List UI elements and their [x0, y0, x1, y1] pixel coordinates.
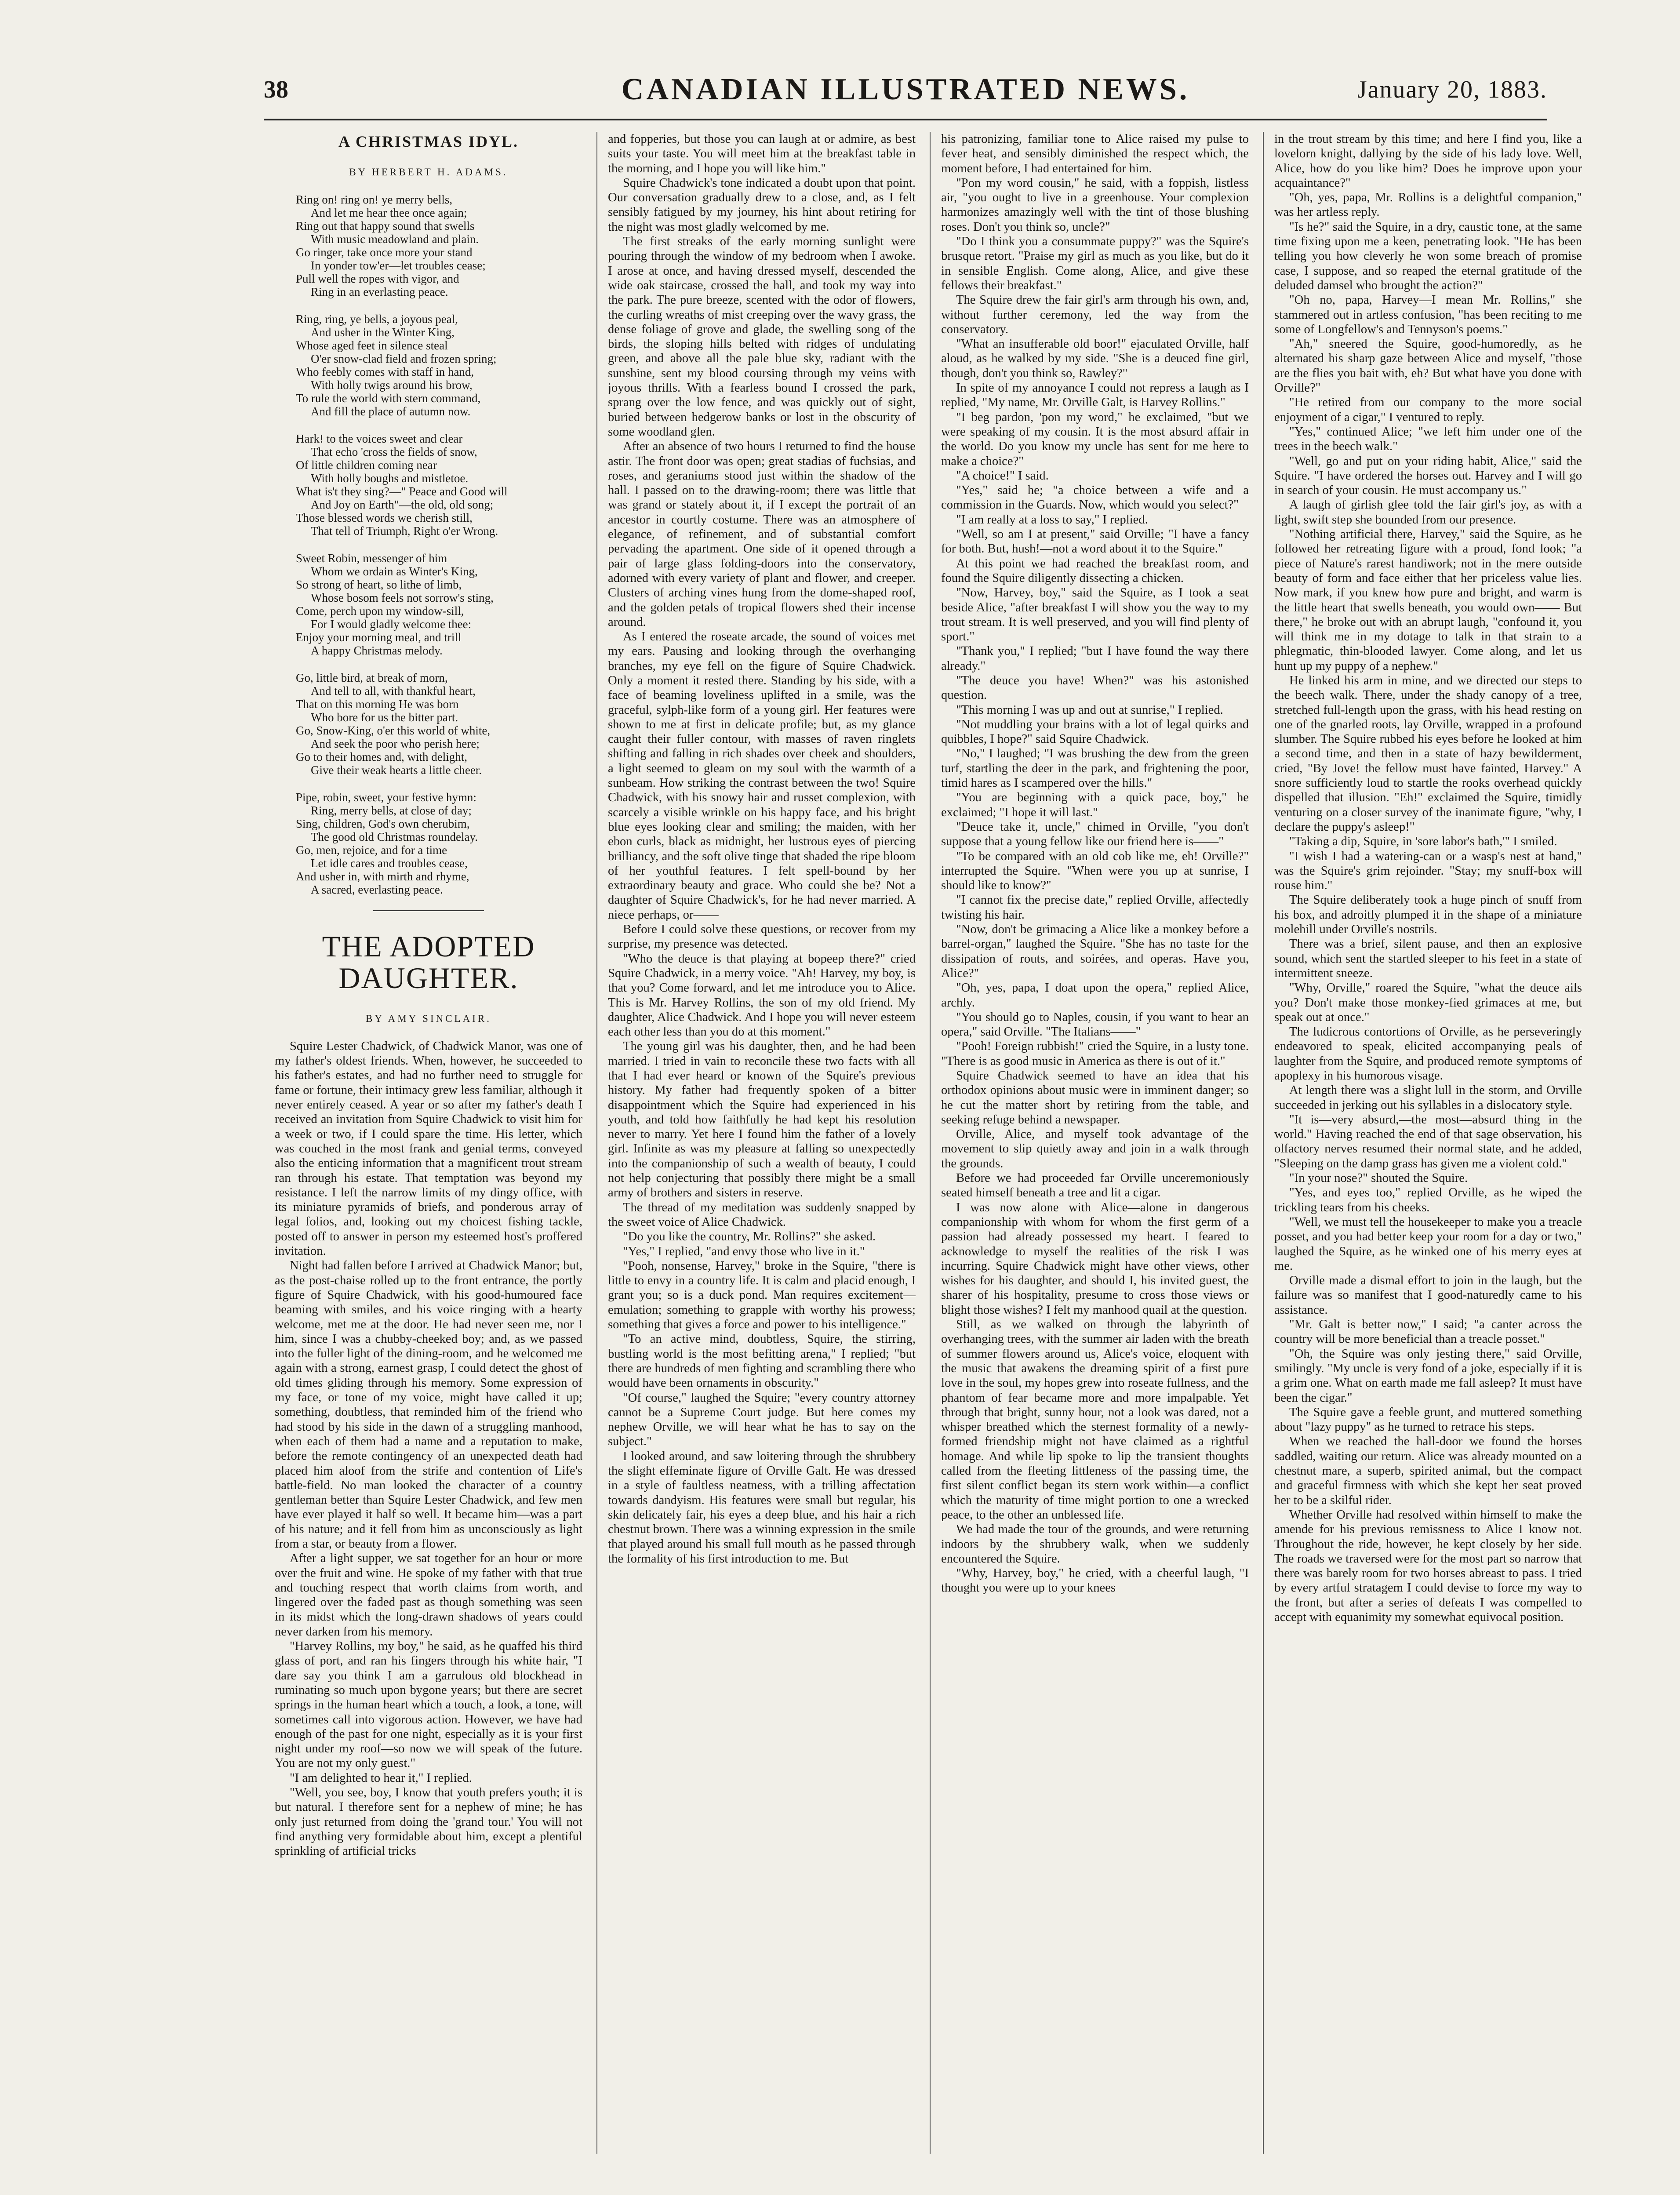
story-paragraph: "He retired from our company to the more social enjoyment of a cigar," I ventured to reply. [1274, 396, 1582, 424]
story-paragraph: The Squire gave a feeble grunt, and muttered something about "lazy puppy" as he turned to retrace his steps. [1274, 1405, 1582, 1434]
story-paragraph: At length there was a slight lull in the storm, and Orville succeeded in jerking out his syllables in a dislocatory style. [1274, 1083, 1582, 1112]
poem-stanza [296, 432, 582, 538]
poem-line: Whose aged feet in silence steal [296, 338, 448, 352]
story-paragraph: "Thank you," I replied; "but I have found the way there already." [941, 644, 1249, 673]
story-byline: BY AMY SINCLAIR. [366, 1013, 491, 1024]
story-paragraph: "You are beginning with a quick pace, boy," he exclaimed; "I hope it will last." [941, 791, 1249, 819]
poem-line: With holly twigs around his brow, [311, 378, 473, 392]
poem-line: Pipe, robin, sweet, your festive hymn: [296, 790, 476, 804]
poem-line: A sacred, everlasting peace. [311, 883, 443, 896]
story-paragraph: We had made the tour of the grounds, and were returning indoors by the shrubbery walk, when we suddenly encountered the Squire. [941, 1523, 1249, 1566]
story-paragraph: "In your nose?" shouted the Squire. [1289, 1171, 1468, 1185]
poem-byline: BY HERBERT H. ADAMS. [349, 167, 508, 178]
story-paragraph: "I am really at a loss to say," I replied. [956, 512, 1148, 527]
poem-line: That on this morning He was born [296, 697, 459, 711]
section-divider [373, 910, 484, 911]
story-paragraph: "Not muddling your brains with a lot of legal quirks and quibbles, I hope?" said Squire Chadwick. [941, 717, 1249, 746]
story-paragraph: "It is—very absurd,—the most—absurd thing in the world." Having reached the end of that sage observation, his olfactory nerves resumed their normal state, and he added, "Sleeping on the damp grass has given me a violent cold." [1274, 1112, 1582, 1170]
story-paragraph: "To an active mind, doubtless, Squire, the stirring, bustling world is the most befitting arena," I replied; "but there are hundreds of men fighting and scrambling there who would have been ornaments in obscurity." [608, 1332, 916, 1390]
story-paragraph: After an absence of two hours I returned to find the house astir. The front door was open; great stadias of fuchsias, and roses, and geraniums stood just within the shadow of the hall. I passed on to the drawing-room; there was little that was grand or stately about it, if I except the portrait of an ancestor in courtly costume. There was an atmosphere of elegance, of refinement, and of substantial comfort pervading the apartment. One side of it opened through a pair of large glass folding-doors into the conservatory, adorned with every variety of plant and flower, and creeper. Clusters of arching vines hung from the dome-shaped roof, and the golden petals of tropical flowers shed their incense around. [608, 440, 916, 629]
story-paragraph: in the trout stream by this time; and here I find you, like a lovelorn knight, dallying by the side of his lady love. Well, Alice, how do you like him? Does he improve upon your acquaintance?" [1274, 132, 1582, 190]
story-paragraph: "Now, Harvey, boy," said the Squire, as I took a seat beside Alice, "after breakfast I will show you the way to my trout stream. It is well preserved, and you will find plenty of sport." [941, 586, 1249, 644]
column-3 [941, 132, 1249, 2162]
story-paragraph: "Nothing artificial there, Harvey," said the Squire, as he followed her retreating figure with a proud, fond look; "a piece of Nature's rarest handiwork; not in the mere outside beauty of form and face either that her priceless value lies. Now mark, if you knew how pure and bright, and warm is the little heart that swells beneath, you would own—— But there," he broke out with an abrupt laugh, "confound it, you will think me in my dotage to talk in that strain to a phlegmatic, thin-blooded lawyer. Come along, and let us hunt up my puppy of a nephew." [1274, 527, 1582, 673]
story-paragraph: "Why, Orville," roared the Squire, "what the deuce ails you? Don't make those monkey-fied grimaces at me, but speak out at once." [1274, 981, 1582, 1024]
story-paragraph: The thread of my meditation was suddenly snapped by the sweet voice of Alice Chadwick. [608, 1200, 916, 1229]
story-paragraph: "This morning I was up and out at sunrise," I replied. [956, 703, 1223, 717]
poem-line: Go to their homes and, with delight, [296, 750, 467, 763]
story-paragraph: As I entered the roseate arcade, the sound of voices met my ears. Pausing and looking through the overhanging branches, my eye fell on the figure of Squire Chadwick. Only a moment it rested there. Standing by his side, with a face of beaming loveliness uplifted in a smile, was the graceful, sylph-like form of a young girl. Her features were shown to me at first in delicate profile; but, as my glance caught their fuller contour, with masses of raven ringlets shifting and falling in rich shades over cheek and shoulders, a light seemed to gleam on my soul with the warmth of a sunbeam. How striking the contrast between the two! Squire Chadwick, with his snowy hair and russet complexion, with scarcely a visible wrinkle on his happy face, and his bright blue eyes looking clear and smiling; the maiden, with her ebon curls, black as midnight, her lustrous eyes of piercing brilliancy, and the soft olive tinge that shaded the ripe bloom of her youthful features. I felt spell-bound by her extraordinary beauty and grace. Who could she be? Not a daughter of Squire Chadwick's, for he had never married. A niece perhaps, or—— [608, 630, 916, 922]
poem-line: Whom we ordain as Winter's King, [311, 564, 478, 578]
poem-line: And usher in, with mirth and rhyme, [296, 869, 469, 883]
story-paragraph: "Taking a dip, Squire, in 'sore labor's bath,'" I smiled. [1289, 835, 1557, 849]
story-paragraph: "Now, don't be grimacing a Alice like a monkey before a barrel-organ," laughed the Squire. "She has no taste for the dissipation of routs, and soirées, and operas. Have you, Alice?" [941, 923, 1249, 980]
poem-line: And seek the poor who perish here; [311, 737, 480, 750]
poem-line: That echo 'cross the fields of snow, [311, 445, 477, 458]
story-paragraph: "Well, you see, boy, I know that youth prefers youth; it is but natural. I therefore sent for a nephew of mine; he has only just returned from doing the 'grand tour.' You will not find anything very formidable about him, except a plentiful sprinkling of artificial tricks [275, 1786, 582, 1858]
story-paragraph: At this point we had reached the breakfast room, and found the Squire diligently dissecting a chicken. [941, 556, 1249, 585]
masthead [264, 66, 1547, 120]
poem-line: Whose bosom feels not sorrow's sting, [311, 591, 494, 604]
story-paragraph: "The deuce you have! When?" was his astonished question. [941, 673, 1249, 702]
poem-line: Who feebly comes with staff in hand, [296, 365, 474, 378]
story-paragraph: "Yes," said he; "a choice between a wife and a commission in the Guards. Now, which would you select?" [941, 483, 1249, 512]
story-paragraph: "Yes," continued Alice; "we left him under one of the trees in the beech walk." [1274, 425, 1582, 454]
poem-line: Sweet Robin, messenger of him [296, 551, 447, 565]
story-paragraph: "Pon my word cousin," he said, with a foppish, listless air, "you ought to live in a greenhouse. Your complexion harmonizes amazingly well with the tint of those blushing roses. Don't you think so, uncle?" [941, 176, 1249, 234]
story-paragraph: Still, as we walked on through the labyrinth of overhanging trees, with the summer air laden with the breath of summer flowers around us, Alice's voice, eloquent with the music that awakens the dreaming spirit of a first pure love in the soul, my hopes grew into roseate fullness, and the phantom of fear became more and more impalpable. Yet through that bright, sunny hour, not a look was dared, not a whisper breathed which the sternest formality of a newly-formed friendship might not have claimed as a rightful homage. And while lip spoke to lip the transient thoughts called from the fleeting littleness of the passing time, the first silent conflict began its stern work within—a conflict which the maturity of time might portion to one a wrecked peace, to the other an unblessed life. [941, 1318, 1249, 1522]
poem-line: What is't they sing?—" Peace and Good will [296, 484, 508, 498]
story-paragraph: "Who the deuce is that playing at bopeep there?" cried Squire Chadwick, in a merry voice. "Ah! Harvey, my boy, is that you? Come forward, and let me introduce you to Alice. This is Mr. Harvey Rollins, the son of my old friend. My daughter, Alice Chadwick. And I hope you will never esteem each other less than you do at this moment." [608, 952, 916, 1039]
poem-line: And let me hear thee once again; [311, 206, 467, 219]
story-paragraph: Night had fallen before I arrived at Chadwick Manor; but, as the post-chaise rolled up to the front entrance, the portly figure of Squire Chadwick, with his good-humoured face beaming with smiles, and his voice ringing with a hearty welcome, met me at the door. He had never seen me, nor I him, since I was a chubby-cheeked boy; and, as we passed into the fuller light of the dining-room, and he welcomed me again with a strong, earnest grasp, I could detect the ghost of old times gliding through his memory. Some expression of my face, or tone of my voice, might have called it up; something, doubtless, that reminded him of the friend who had stood by his side in the dawn of a struggling manhood, when each of them had a name and a reputation to make, before the remote contingency of an unexpected death had placed him aloof from the strife and contention of Life's battle-field. No man looked the character of a country gentleman better than Squire Lester Chadwick, and few men have ever played it half so well. It became him—was a part of his nature; and it fell from him as unconsciously as light from a star, or beauty from a flower. [275, 1259, 582, 1551]
story-title: THE ADOPTED DAUGHTER. [322, 929, 535, 995]
story-paragraph: "No," I laughed; "I was brushing the dew from the green turf, startling the deer in the park, and frightening the poor, timid hares as I scampered over the hills." [941, 747, 1249, 790]
story-paragraph: Squire Chadwick's tone indicated a doubt upon that point. Our conversation gradually drew to a close, and, as I felt sensibly fatigued by my journey, his hint about retiring for the night was most gladly welcomed by me. [608, 176, 916, 234]
poem-line: Those blessed words we cherish still, [296, 511, 473, 524]
story-paragraph: "What an insufferable old boor!" ejaculated Orville, half aloud, as he walked by my side. "She is a deuced fine girl, though, don't you think so, Rawley?" [941, 337, 1249, 380]
story-paragraph: In spite of my annoyance I could not repress a laugh as I replied, "My name, Mr. Orville Galt, is Harvey Rollins." [941, 381, 1249, 410]
poem-stanza [296, 193, 582, 298]
story-paragraph: "Well, so am I at present," said Orville; "I have a fancy for both. But, hush!—not a word about it to the Squire." [941, 527, 1249, 556]
story-paragraph: "Is he?" said the Squire, in a dry, caustic tone, at the same time fixing upon me a keen, penetrating look. "He has been telling you how cleverly he won some breach of promise case, I suppose, and so reaped the eternal gratitude of the deluded damsel who brought the action?" [1274, 220, 1582, 292]
poem-line: Go, Snow-King, o'er this world of white, [296, 723, 491, 737]
column-rule [930, 132, 931, 2154]
poem-line: To rule the world with stern command, [296, 391, 481, 405]
poem-line: Ring in an everlasting peace. [311, 285, 448, 298]
poem-stanza [296, 671, 582, 777]
column-rule [1263, 132, 1264, 2154]
story-paragraph: "Oh, yes, papa, Mr. Rollins is a delightful companion," was her artless reply. [1274, 191, 1582, 219]
column-4 [1274, 132, 1582, 2162]
story-paragraph: "Yes," I replied, "and envy those who live in it." [623, 1244, 865, 1258]
story-paragraph: "I beg pardon, 'pon my word," he exclaimed, "but we were speaking of my cousin. It is the most absurd affair in the world. Do you know my uncle has sent for me here to make a choice?" [941, 410, 1249, 468]
story-paragraph: When we reached the hall-door we found the horses saddled, waiting our return. Alice was already mounted on a chestnut mare, a superb, spirited animal, but the compact and graceful firmness with which she kept her seat proved her to be a skilful rider. [1274, 1435, 1582, 1507]
story-paragraph: Squire Chadwick seemed to have an idea that his orthodox opinions about music were in imminent danger; so he cut the matter short by retiring from the table, and seeking refuge behind a newspaper. [941, 1069, 1249, 1127]
poem-line: The good old Christmas roundelay. [311, 830, 478, 843]
story-paragraph: The Squire deliberately took a huge pinch of snuff from his box, and adroitly plumped it in the shape of a miniature molehill under Orville's nostrils. [1274, 893, 1582, 937]
story-paragraph: After a light supper, we sat together for an hour or more over the fruit and wine. He spoke of my father with that true and touching respect that worth claims from worth, and lingered over the faded past as though something was seen in its midst which the long-drawn shadows of years could never darken from his memory. [275, 1552, 582, 1639]
story-paragraph: I looked around, and saw loitering through the shrubbery the slight effeminate figure of Orville Galt. He was dressed in a style of faultless neatness, with a trilling affectation towards dandyism. His features were small but regular, his skin delicately fair, his eyes a deep blue, and his hair a rich chestnut brown. There was a winning expression in the smile that played around his small full mouth as he passed through the formality of his first introduction to me. But [608, 1449, 916, 1566]
story-paragraph: I was now alone with Alice—alone in dangerous companionship with whom for whom the first germ of a passion had already possessed my heart. I feared to acknowledge to myself the realities of the risk I was incurring. Squire Chadwick might have other views, other wishes for his daughter, and should I, his invited guest, the sharer of his hospitality, presume to cross those views or blight those wishes? I felt my manhood quail at the question. [941, 1200, 1249, 1317]
poem-title: A CHRISTMAS IDYL. [338, 133, 519, 150]
story-paragraph: Squire Lester Chadwick, of Chadwick Manor, was one of my father's oldest friends. When, however, he succeeded to his father's estates, and had no further need to struggle for fame or fortune, their intimacy grew less familiar, although it never entirely ceased. A year or so after my father's death I received an invitation from Squire Chadwick to visit him for a week or two, if I could spare the time. His letter, which was couched in the most frank and genial terms, conveyed also the enticing information that a magnificent trout stream ran through his estate. That temptation was beyond my resistance. I left the narrow limits of my dingy office, with its miniature pyramids of briefs, and ponderous array of legal folios, and, looking out my choicest fishing tackle, posted off to answer in person my esteemed host's proffered invitation. [275, 1039, 582, 1258]
story-paragraph: "A choice!" I said. [956, 469, 1049, 483]
poem-line: Who bore for us the bitter part. [311, 710, 458, 724]
poem-line: Ring, ring, ye bells, a joyous peal, [296, 312, 458, 326]
story-paragraph: The young girl was his daughter, then, and he had been married. I tried in vain to reconcile these two facts with all that I had ever heard or known of the Squire's previous history. My father had frequently spoken of a bitter disappointment which the Squire had experienced in his youth, and told how faithfully he had kept his resolution never to marry. Yet here I found him the father of a lovely girl. Infinite as was my pleasure at falling so unexpectedly into the companionship of such a wealth of beauty, I could not help conjecturing that possibly there might be a small army of brothers and sisters in reserve. [608, 1039, 916, 1200]
poem-line: So strong of heart, so lithe of limb, [296, 578, 462, 591]
story-paragraph: Before we had proceeded far Orville unceremoniously seated himself beneath a tree and lit a cigar. [941, 1171, 1249, 1200]
story-paragraph: The Squire drew the fair girl's arm through his own, and, without further ceremony, led the way from the conservatory. [941, 293, 1249, 336]
column-rule [596, 132, 597, 2154]
story-paragraph: There was a brief, silent pause, and then an explosive sound, which sent the startled sleeper to his feet in a state of intermittent sneeze. [1274, 937, 1582, 980]
poem-line: And Joy on Earth"—the old, old song; [311, 498, 494, 511]
poem-stanza [296, 313, 582, 418]
story-text-col3 [941, 132, 1249, 1595]
poem-line: And fill the place of autumn now. [311, 404, 471, 418]
story-paragraph: He linked his arm in mine, and we directed our steps to the beech walk. There, under the shady canopy of a tree, stretched full-length upon the grass, with his head resting on one of the gnarled roots, lay Orville, wrapped in a profound slumber. The Squire rubbed his eyes before he looked at him a second time, and then in a state of hazy bewilderment, cried, "By Jove! the fellow must have fainted, Harvey." A snore sufficiently loud to startle the rooks overhead quickly dispelled that illusion. "Eh!" exclaimed the Squire, timidly venturing on a closer survey of the inanimate figure, "why, I declare the puppy's asleep!" [1274, 673, 1582, 834]
story-paragraph: "Harvey Rollins, my boy," he said, as he quaffed his third glass of port, and ran his fingers through his white hair, "I dare say you think I am a garrulous old blockhead in ruminating so much upon bygone years; but there are secret springs in the human heart which a touch, a look, a tone, will sometimes call into vigorous action. However, we have had enough of the past for one night, especially as it is your first night under my roof—so now we will speak of the future. You are not my only guest." [275, 1639, 582, 1770]
story-paragraph: "Oh, yes, papa, I doat upon the opera," replied Alice, archly. [941, 981, 1249, 1010]
column-1 [275, 132, 582, 2162]
story-paragraph: Before I could solve these questions, or recover from my surprise, my presence was detected. [608, 923, 916, 951]
story-paragraph: "Yes, and eyes too," replied Orville, as he wiped the trickling tears from his cheeks. [1274, 1186, 1582, 1214]
poem-line: Ring out that happy sound that swells [296, 219, 475, 233]
story-paragraph: "Oh, the Squire was only jesting there," said Orville, smilingly. "My uncle is very fond of a joke, especially if it is a grim one. What on earth made me fall asleep? It must have been the cigar." [1274, 1347, 1582, 1405]
story-paragraph: "I cannot fix the precise date," replied Orville, affectedly twisting his hair. [941, 893, 1249, 922]
poem-line: Ring, merry bells, at close of day; [311, 803, 472, 817]
poem-body [296, 193, 582, 896]
story-text-col1 [275, 1039, 582, 1859]
story-paragraph: "Well, we must tell the housekeeper to make you a treacle posset, and you had better keep your room for a day or two," laughed the Squire, as he winked one of his merry eyes at me. [1274, 1215, 1582, 1273]
poem-line: That tell of Triumph, Right o'er Wrong. [311, 524, 498, 538]
poem-line: Come, perch upon my window-sill, [296, 604, 464, 618]
story-paragraph: and fopperies, but those you can laugh at or admire, as best suits your taste. You will meet him at the breakfast table in the morning, and I hope you will like him." [608, 132, 916, 175]
poem-line: Go, little bird, at break of morn, [296, 671, 448, 684]
poem-line: Of little children coming near [296, 458, 437, 472]
story-paragraph: "I wish I had a watering-can or a wasp's nest at hand," was the Squire's grim rejoinder. "Stay; my snuff-box will rouse him." [1274, 849, 1582, 893]
story-paragraph: "Pooh! Foreign rubbish!" cried the Squire, in a lusty tone. "There is as good music in America as there is out of it." [941, 1039, 1249, 1068]
story-paragraph: The first streaks of the early morning sunlight were pouring through the window of my bedroom when I awoke. I arose at once, and having dressed myself, descended the wide oak staircase, crossed the hall, and took my way into the park. The pure breeze, scented with the odor of flowers, the curling wreaths of mist creeping over the wavy grass, the dense foliage of grove and glade, the swelling song of the birds, the sloping hills belted with ridges of undulating green, and above all the pale blue sky, radiant with the sunshine, sent my blood coursing through my veins with joyous thrills. With a fearless bound I crossed the park, sprang over the low fence, and was quickly out of sight, buried between hedgerow banks or lost in the obscurity of some woodland glen. [608, 235, 916, 439]
story-paragraph: his patronizing, familiar tone to Alice raised my pulse to fever heat, and sensibly diminished the respect which, the moment before, I had entertained for him. [941, 132, 1249, 175]
story-paragraph: A laugh of girlish glee told the fair girl's joy, as with a light, swift step she bounded from our presence. [1274, 498, 1582, 527]
poem-line: Let idle cares and troubles cease, [311, 856, 468, 870]
story-text-col2 [608, 132, 916, 1566]
story-paragraph: Orville, Alice, and myself took advantage of the movement to slip quietly away and join in a walk through the grounds. [941, 1127, 1249, 1170]
poem-line: With music meadowland and plain. [311, 232, 479, 246]
story-paragraph: "Ah," sneered the Squire, good-humoredly, as he alternated his sharp gaze between Alice and myself, "those are the flies you bait with, eh? But what have you done with Orville?" [1274, 337, 1582, 395]
poem-line: Pull well the ropes with vigor, and [296, 272, 459, 285]
story-paragraph: "Deuce take it, uncle," chimed in Orville, "you don't suppose that a young fellow like our friend here is——" [941, 820, 1249, 849]
story-paragraph: "Why, Harvey, boy," he cried, with a cheerful laugh, "I thought you were up to your knees [941, 1566, 1249, 1595]
story-paragraph: "Of course," laughed the Squire; "every country attorney cannot be a Supreme Court judge. But here comes my nephew Orville, we will hear what he has to say on the subject." [608, 1391, 916, 1449]
story-text-col4 [1274, 132, 1582, 1624]
page-number: 38 [264, 76, 288, 103]
story-paragraph: The ludicrous contortions of Orville, as he perseveringly endeavored to speak, elicited accompanying peals of laughter from the Squire, and produced remote symptoms of apoplexy in his humorous visage. [1274, 1025, 1582, 1083]
poem-line: O'er snow-clad field and frozen spring; [311, 352, 497, 365]
poem-line: Go ringer, take once more your stand [296, 245, 473, 259]
story-paragraph: Whether Orville had resolved within himself to make the amende for his previous remissness to Alice I know not. Throughout the ride, however, he kept closely by her side. The roads we traversed were for the most part so narrow that there was barely room for two horses abreast to pass. I tried by every artful stratagem I could devise to force my way to the front, but after a series of defeats I was compelled to accept with equanimity my somewhat equivocal position. [1274, 1508, 1582, 1624]
issue-date: January 20, 1883. [1357, 76, 1547, 103]
story-paragraph: "Do I think you a consummate puppy?" was the Squire's brusque retort. "Praise my girl as much as you like, but do it in sensible English. Come along, Alice, and give these fellows their breakfast." [941, 235, 1249, 292]
poem-line: A happy Christmas melody. [311, 643, 443, 657]
story-paragraph: "Well, go and put on your riding habit, Alice," said the Squire. "I have ordered the horses out. Harvey and I will go in search of your cousin. He must accompany us." [1274, 454, 1582, 498]
poem-stanza [296, 791, 582, 896]
poem-stanza [296, 552, 582, 657]
poem-line: In yonder tow'er—let troubles cease; [311, 258, 486, 272]
story-paragraph: Orville made a dismal effort to join in the laugh, but the failure was so manifest that I good-naturedly came to his assistance. [1274, 1274, 1582, 1317]
story-paragraph: "Do you like the country, Mr. Rollins?" she asked. [623, 1230, 876, 1244]
story-paragraph: "Oh no, papa, Harvey—I mean Mr. Rollins," she stammered out in artless confusion, "has been reciting to me some of Longfellow's and Tennyson's poems." [1274, 293, 1582, 336]
story-paragraph: "Mr. Galt is better now," I said; "a canter across the country will be more beneficial than a treacle posset." [1274, 1318, 1582, 1346]
newspaper-title: CANADIAN ILLUSTRATED NEWS. [621, 73, 1190, 106]
poem-line: And tell to all, with thankful heart, [311, 684, 476, 698]
poem-line: With holly boughs and mistletoe. [311, 471, 469, 485]
poem-line: Give their weak hearts a little cheer. [311, 763, 482, 777]
poem-line: Ring on! ring on! ye merry bells, [296, 193, 453, 206]
story-paragraph: "Pooh, nonsense, Harvey," broke in the Squire, "there is little to envy in a country life. It is calm and placid enough, I grant you; so is a duck pond. Man requires excitement—emulation; something to grapple with worthy his prowess; something that gives a force and power to his intelligence." [608, 1259, 916, 1332]
poem-line: Hark! to the voices sweet and clear [296, 432, 463, 445]
poem-line: Go, men, rejoice, and for a time [296, 843, 447, 857]
poem-line: And usher in the Winter King, [311, 325, 455, 339]
story-paragraph: "I am delighted to hear it," I replied. [290, 1771, 472, 1785]
poem-line: For I would gladly welcome thee: [311, 617, 472, 631]
story-paragraph: "You should go to Naples, cousin, if you want to hear an opera," said Orville. "The Italians——" [941, 1010, 1249, 1039]
story-paragraph: "To be compared with an old cob like me, eh! Orville?" interrupted the Squire. "When were you up at sunrise, I should like to know?" [941, 849, 1249, 893]
poem-line: Sing, children, God's own cherubim, [296, 817, 470, 830]
column-2 [608, 132, 916, 2162]
poem-line: Enjoy your morning meal, and trill [296, 630, 462, 644]
